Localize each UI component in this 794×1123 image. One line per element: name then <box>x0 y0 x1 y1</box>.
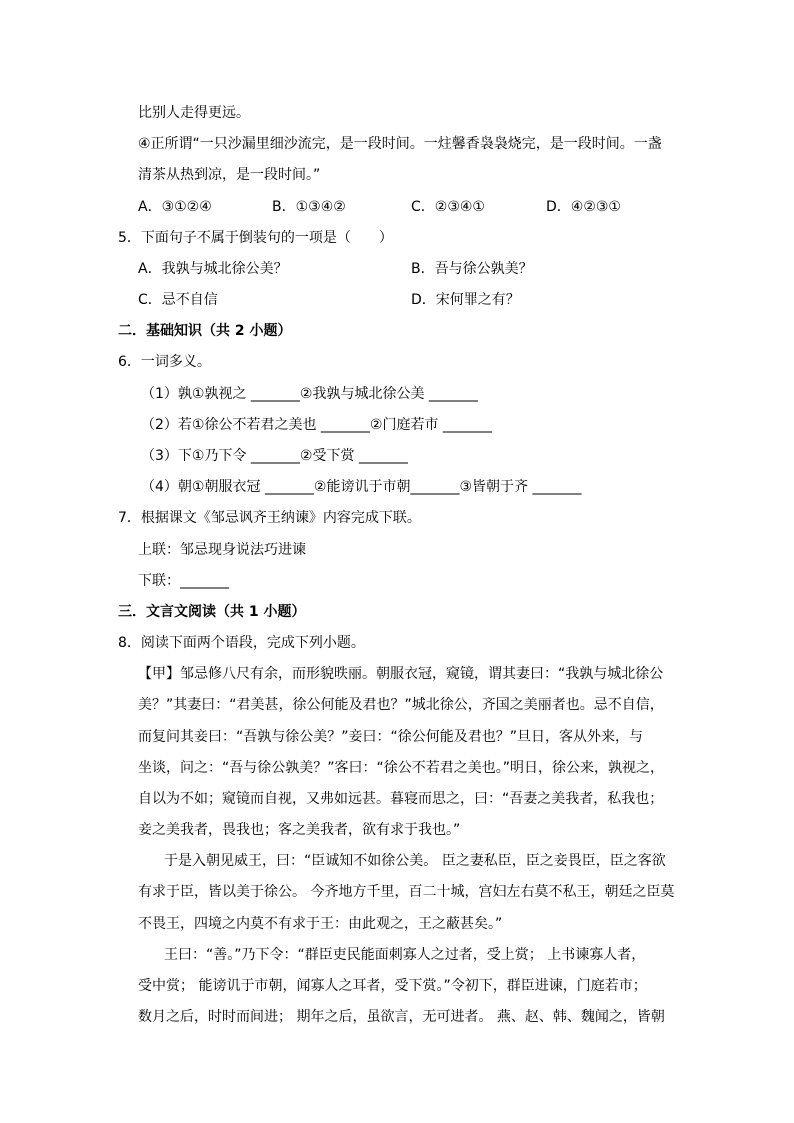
passage-para1-line: 【甲】邹忌修八尺有余，而形貌昳丽。朝服衣冠，窥镜，谓其妻曰：“我孰与城北徐公 <box>138 666 664 682</box>
q6-item-3: （3）下①乃下令 _______②受下赏 _______ <box>141 448 408 464</box>
q6-stem: 6．一词多义。 <box>118 354 211 370</box>
q4-option-4-line: ④正所谓“一只沙漏里细沙流完，是一段时间。一炷馨香袅袅烧完，是一段时间。一盏 <box>138 136 662 152</box>
q4-option-4-line-end: 清茶从热到凉，是一段时间。” <box>138 167 321 183</box>
q6-item-4: （4）朝①朝服衣冠 _______②能谤讥于市朝_______③皆朝于齐 _______ <box>141 479 582 495</box>
q4-choice-a: A．③①②④ <box>138 199 212 215</box>
q4-continuation-line: 比别人走得更远。 <box>138 105 250 121</box>
passage-para1-line: 坐谈，问之：“吾与徐公孰美？”客曰：“徐公不若君之美也。”明日，徐公来，孰视之， <box>138 760 665 776</box>
passage-para1-line: 妾之美我者，畏我也；客之美我者，欲有求于我也。” <box>138 822 461 838</box>
passage-para3-line: 数月之后，时时而间进； 期年之后，虽欲言，无可进者。 燕、赵、韩、魏闻之，皆朝 <box>138 1009 665 1025</box>
section-heading-classical-reading: 三．文言文阅读（共 1 小题） <box>118 604 306 620</box>
q7-lower-couplet: 下联：_______ <box>138 573 229 589</box>
q5-choice-d: D．宋何罪之有？ <box>411 292 520 308</box>
q6-item-2: （2）若①徐公不若君之美也 _______②门庭若市 _______ <box>141 417 492 433</box>
q4-choice-c: C．②③④① <box>411 199 485 215</box>
q6-item-1: （1）孰①孰视之 _______②我孰与城北徐公美 _______ <box>141 386 478 402</box>
passage-para1-line: 自以为不如；窥镜而自视，又弗如远甚。暮寝而思之，曰：“吾妻之美我者，私我也； <box>138 791 664 807</box>
q5-choice-b: B．吾与徐公孰美？ <box>411 261 533 277</box>
q5-stem: 5．下面句子不属于倒装句的一项是（ ） <box>118 230 393 246</box>
section-heading-basics: 二．基础知识（共 2 小题） <box>118 323 292 339</box>
q4-choice-b: B．①③④② <box>272 199 346 215</box>
passage-para2-line: 于是入朝见威王，曰：“臣诚知不如徐公美。 臣之妻私臣，臣之妾畏臣，臣之客欲 <box>164 853 666 869</box>
q8-stem: 8．阅读下面两个语段，完成下列小题。 <box>118 635 365 651</box>
passage-para2-line: 不畏王，四境之内莫不有求于王：由此观之，王之蔽甚矣。” <box>138 916 503 932</box>
q7-upper-couplet: 上联：邹忌现身说法巧进谏 <box>138 542 306 558</box>
passage-para1-line: 而复问其妾曰：“吾孰与徐公美？”妾曰：“徐公何能及君也？”旦日，客从外来，与 <box>138 729 644 745</box>
q7-stem: 7．根据课文《邹忌讽齐王纳谏》内容完成下联。 <box>118 510 421 526</box>
passage-para3-line: 王曰：“善。”乃下令：“群臣吏民能面刺寡人之过者，受上赏； 上书谏寡人者， <box>164 947 646 963</box>
q5-choice-a: A．我孰与城北徐公美？ <box>138 261 288 277</box>
passage-para2-line: 有求于臣，皆以美于徐公。 今齐地方千里，百二十城，宫妇左右莫不私王，朝廷之臣莫 <box>138 884 675 900</box>
passage-para3-line: 受中赏； 能谤讥于市朝，闻寡人之耳者，受下赏。”令初下，群臣进谏，门庭若市； <box>138 978 647 994</box>
q5-choice-c: C．忌不自信 <box>138 292 218 308</box>
passage-para1-line: 美？”其妻曰：“君美甚，徐公何能及君也？”城北徐公，齐国之美丽者也。忌不自信， <box>138 697 664 713</box>
q4-choice-d: D．④②③① <box>546 199 621 215</box>
